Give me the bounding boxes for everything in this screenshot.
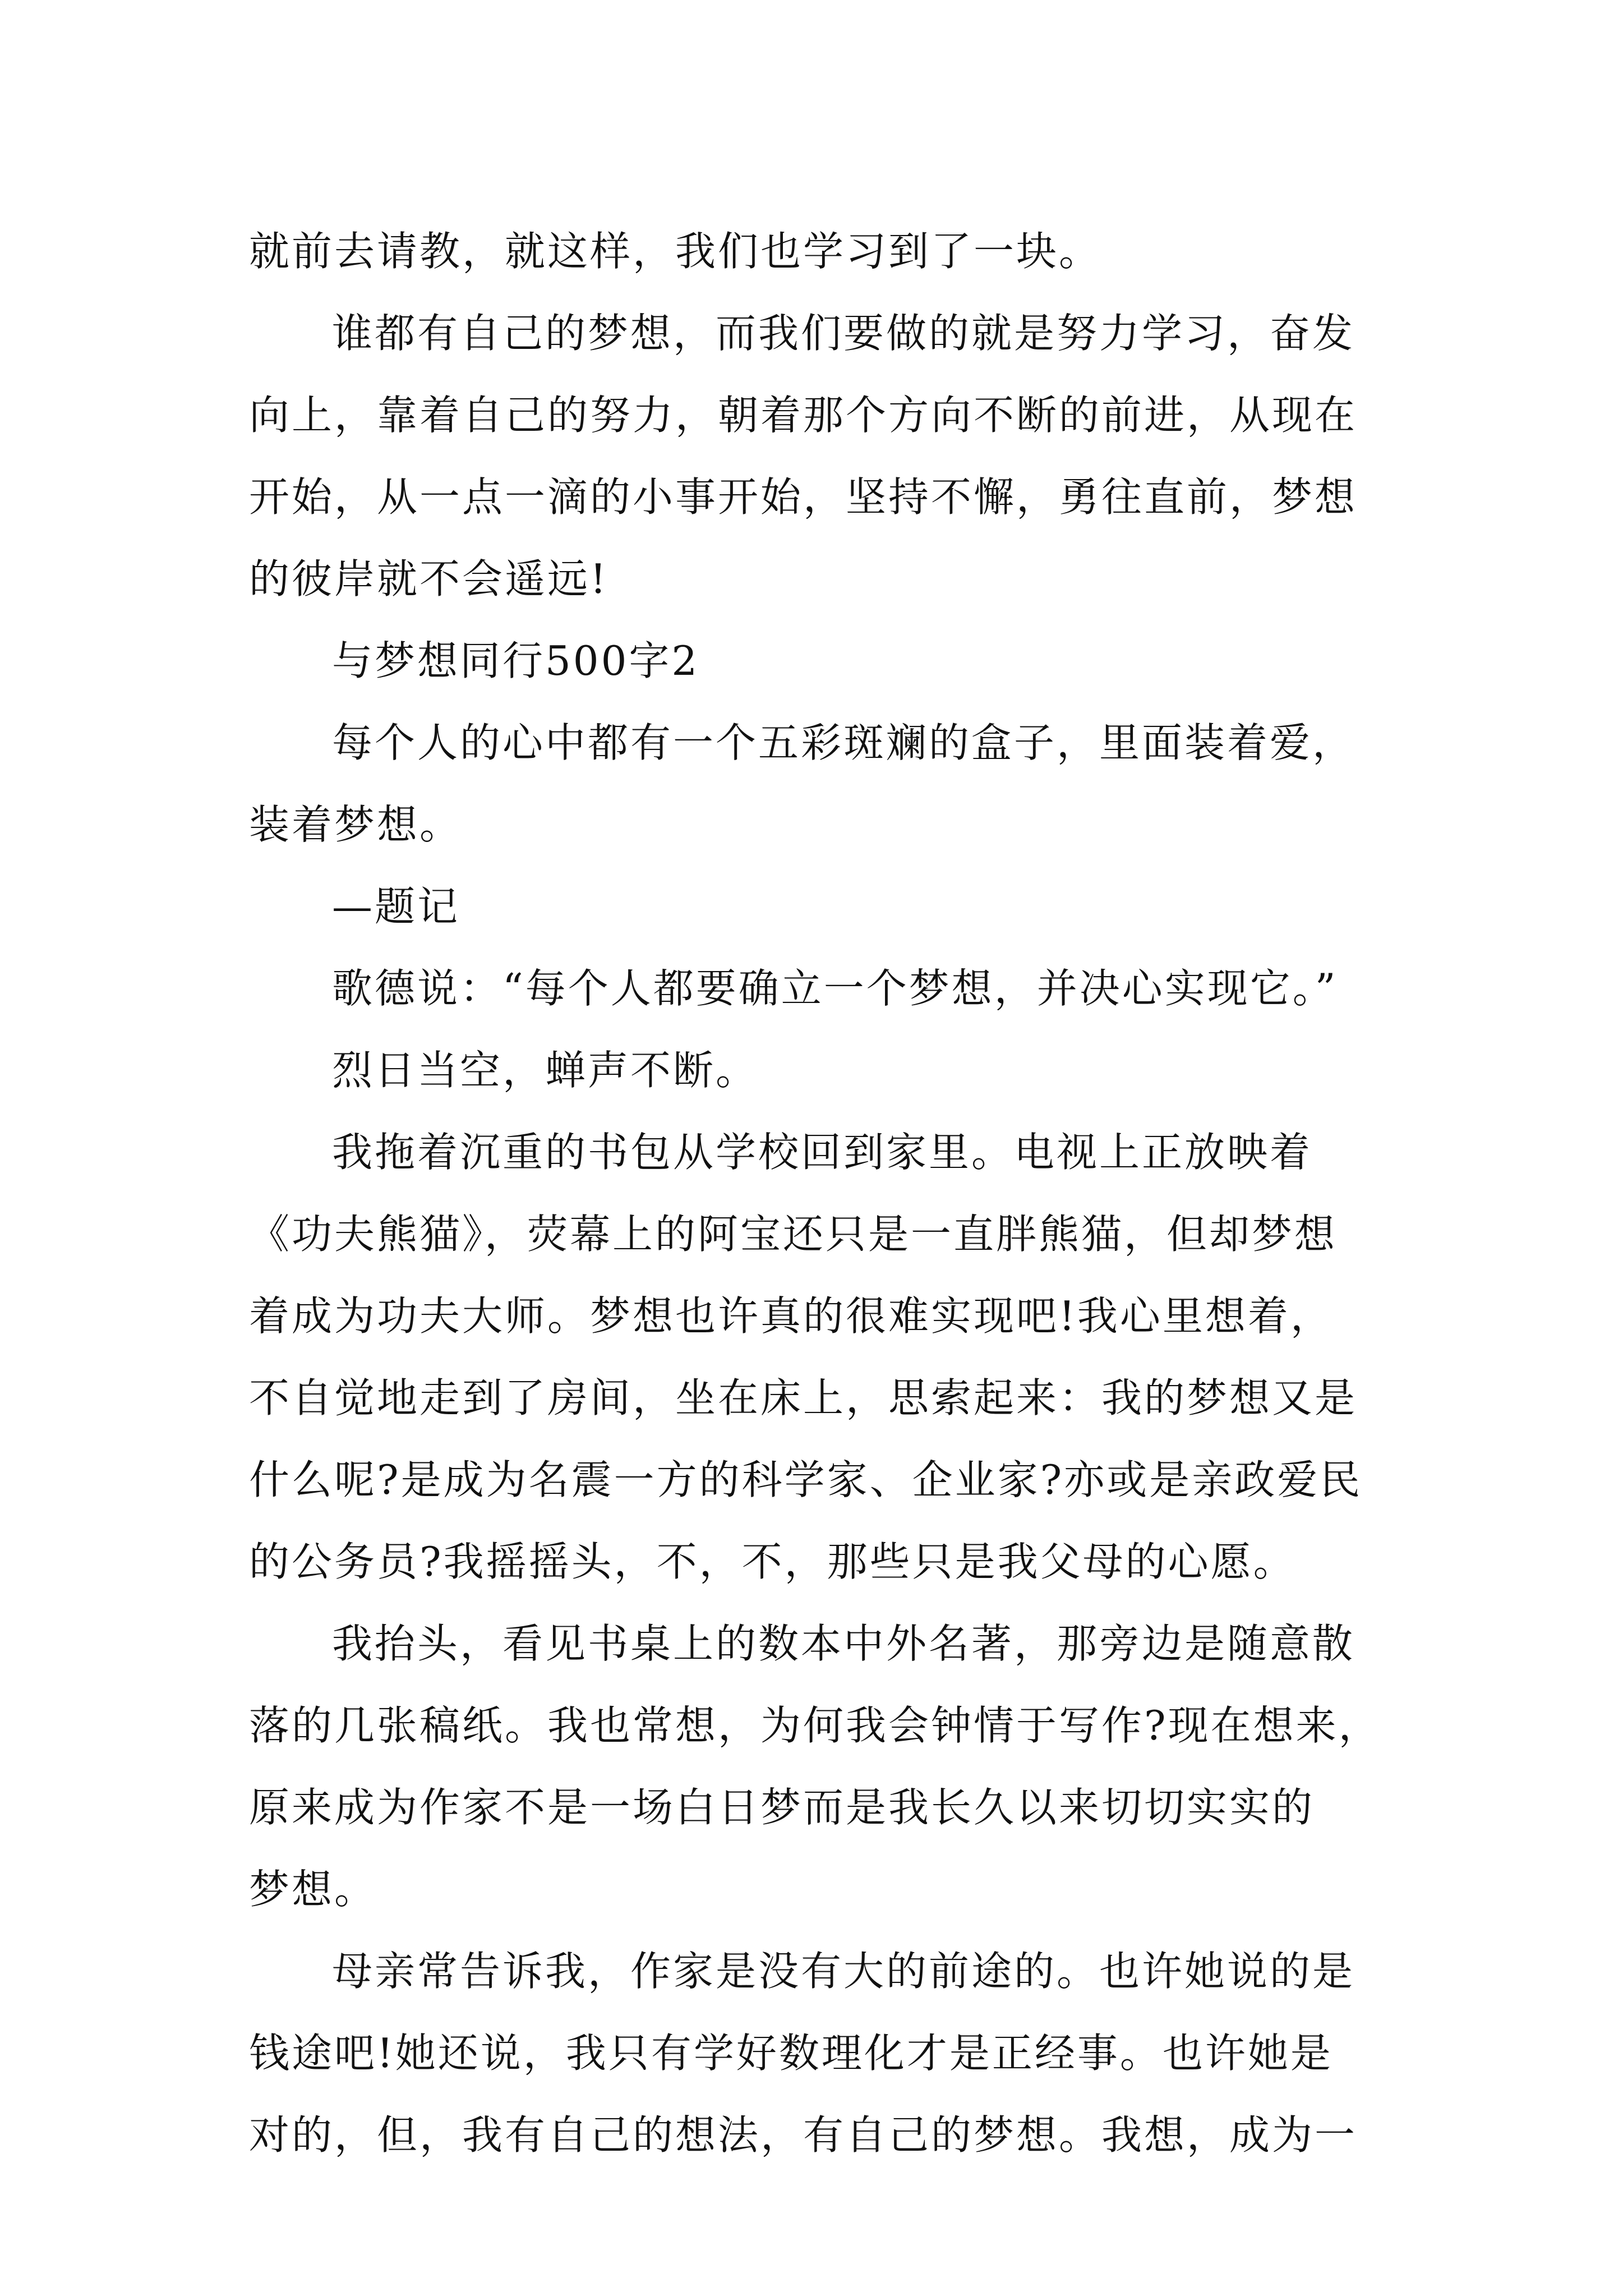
text-line: 原来成为作家不是一场白日梦而是我长久以来切切实实的 — [249, 1784, 1315, 1831]
text-line: 就前去请教，就这样，我们也学习到了一块。 — [249, 228, 1102, 275]
text-line: 装着梦想。 — [249, 801, 463, 848]
text-line: 不自觉地走到了房间，坐在床上，思索起来：我的梦想又是 — [249, 1374, 1358, 1421]
text-line: 落的几张稿纸。我也常想，为何我会钟情于写作?现在想来， — [249, 1702, 1381, 1749]
text-line: 什么呢?是成为名震一方的科学家、企业家?亦或是亲政爱民 — [249, 1456, 1363, 1503]
document-body — [249, 210, 1382, 2176]
text-line: 歌德说：“每个人都要确立一个梦想，并决心实现它。” — [332, 965, 1338, 1012]
text-line: 与梦想同行500字2 — [332, 637, 700, 684]
text-line: 每个人的心中都有一个五彩斑斓的盒子，里面装着爱， — [332, 719, 1355, 766]
text-line: 对的，但，我有自己的想法，有自己的梦想。我想，成为一 — [249, 2111, 1358, 2159]
text-line: 梦想。 — [249, 1866, 377, 1913]
text-line: 着成为功夫大师。梦想也许真的很难实现吧!我心里想着， — [249, 1292, 1333, 1340]
text-line: 《功夫熊猫》，荧幕上的阿宝还只是一直胖熊猫，但却梦想 — [249, 1211, 1338, 1258]
text-line: —题记 — [332, 883, 460, 930]
text-line: 向上，靠着自己的努力，朝着那个方向不断的前进，从现在 — [249, 392, 1358, 439]
text-line: 我拖着沉重的书包从学校回到家里。电视上正放映着 — [332, 1129, 1313, 1176]
text-line: 的公务员?我摇摇头，不，不，那些只是我父母的心愿。 — [249, 1538, 1296, 1585]
text-line: 的彼岸就不会遥远! — [249, 555, 608, 602]
text-line: 我抬头，看见书桌上的数本中外名著，那旁边是随意散 — [332, 1620, 1355, 1667]
text-line: 母亲常告诉我，作家是没有大的前途的。也许她说的是 — [332, 1948, 1355, 1995]
text-line: 烈日当空，蝉声不断。 — [332, 1047, 759, 1094]
text-line: 谁都有自己的梦想，而我们要做的就是努力学习，奋发 — [332, 310, 1355, 357]
text-line: 钱途吧!她还说，我只有学好数理化才是正经事。也许她是 — [249, 2030, 1333, 2077]
text-line: 开始，从一点一滴的小事开始，坚持不懈，勇往直前，梦想 — [249, 473, 1358, 521]
